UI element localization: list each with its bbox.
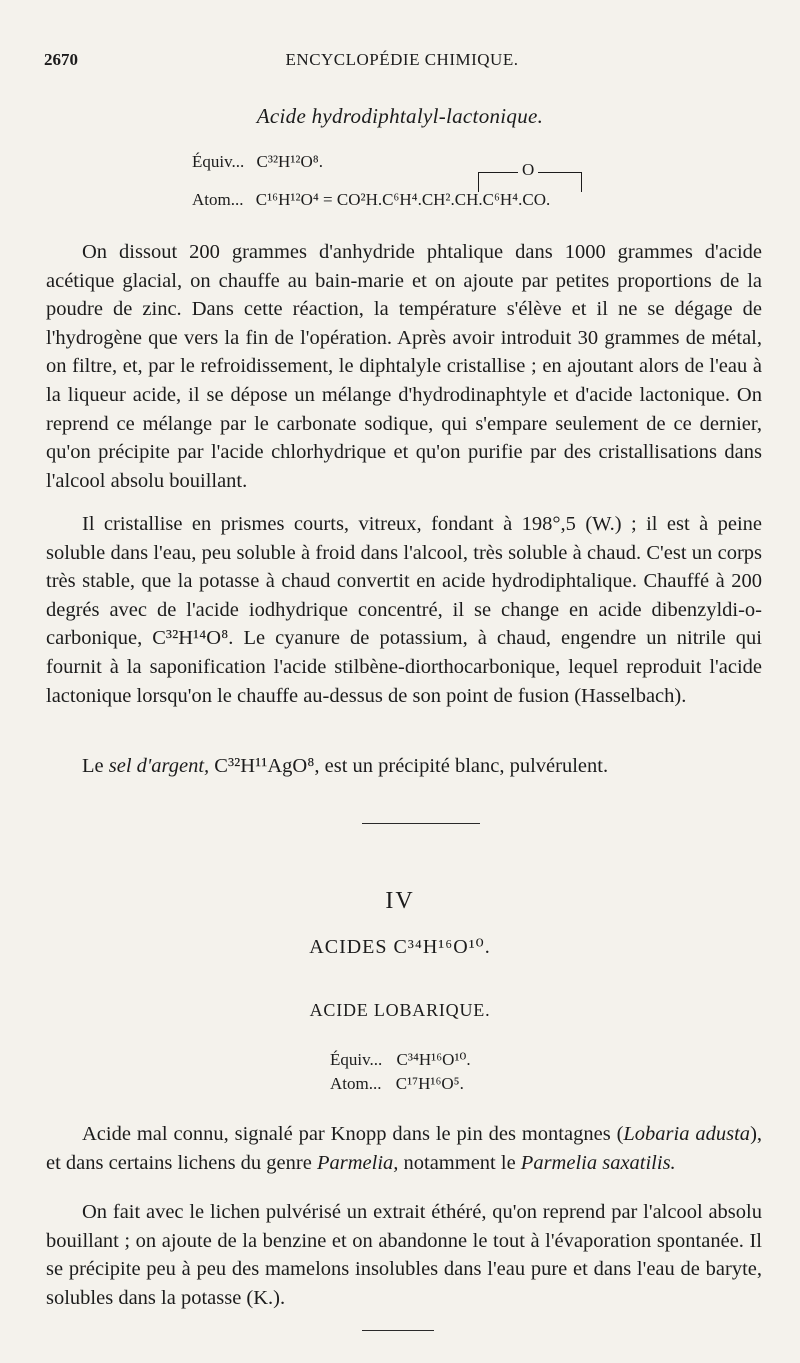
running-title: ENCYCLOPÉDIE CHIMIQUE. [285, 50, 519, 69]
p3-prefix: Le [82, 755, 104, 777]
p4-text-c: notamment le [398, 1151, 521, 1174]
page-header [44, 50, 760, 74]
lobaric-atom-formula: C¹⁷H¹⁶O⁵. [395, 1074, 464, 1093]
p4-text-a: Acide mal connu, signalé par Knopp dans le pin des montagnes ( [82, 1123, 624, 1145]
compound-title: Acide hydrodiphtalyl-lactonique. [256, 104, 544, 128]
bottom-rule [362, 1330, 434, 1331]
paragraph-lobaric-preparation: On fait avec le lichen pulvérisé un extrait éthéré, qu'on reprend par l'alcool absolu bouillant ; on ajoute de la benzine et on abandonne le tout à l'évaporation spontanée. Il se précipite peu à peu des mamelons insolubles dans l'eau pure et dans l'eau de baryte, solubles dans la potasse (K.). [46, 1201, 762, 1309]
bracket-right-tick [581, 172, 582, 192]
bracket-oxygen: O [518, 160, 538, 180]
group-title: ACIDES C³⁴H¹⁶O¹⁰. [309, 936, 491, 958]
equiv-formula: C³²H¹²O⁸. [256, 152, 323, 171]
compound2-title: ACIDE LOBARIQUE. [309, 1000, 491, 1020]
bracket-left-tick [478, 172, 479, 192]
paragraph-preparation: On dissout 200 grammes d'anhydride phtalique dans 1000 grammes d'acide acétique glacial, on chauffe au bain-marie et on ajoute par petites proportions de la poudre de zinc. Dans cette réaction, la température s'élève et il ne se dégage de l'hydrogène que vers la fin de l'opération. Après avoir introduit 30 grammes de métal, on filtre, et, par le refroidissement, le diphtalyle cristallise ; en ajoutant alors de l'eau à la liqueur acide, il se dépose un mélange d'hydrodinaphtyle et d'acide lactonique. On reprend ce mélange par le carbonate sodique, qui s'empare seulement de ce dernier, qu'on précipite par l'acide chlorhydrique et qu'on purifie par des cristallisations dans l'alcool absolu bouillant. [46, 241, 762, 492]
equiv-label: Équiv... [192, 152, 245, 171]
p4-italic-parmelia: Parmelia, [316, 1151, 399, 1174]
p3-rest: C³²H¹¹AgO⁸, est un précipité blanc, pulvérulent. [214, 755, 609, 777]
separator-rule [362, 823, 480, 824]
atom-label: Atom... [192, 190, 244, 209]
p3-italic: sel d'argent, [108, 755, 210, 777]
lobaric-atom-label: Atom... [330, 1074, 382, 1093]
paragraph-silver-salt [46, 752, 762, 781]
section-numeral: IV [385, 888, 415, 914]
paragraph-properties: Il cristallise en prismes courts, vitreux, fondant à 198°,5 (W.) ; il est à peine soluble dans l'eau, peu soluble à froid dans l'alcool, très soluble à chaud. C'est un corps très stable, que la potasse à chaud convertit en acide hydrodiphtalique. Chauffé à 200 degrés avec de l'acide iodhydrique concentré, il se change en acide dibenzyldi-o-carbonique, C³²H¹⁴O⁸. Le cyanure de potassium, à chaud, engendre un nitrile qui fournit à la saponification l'acide stilbène-diorthocarbonique, lequel reproduit l'acide lactonique lorsqu'on le chauffe au-dessus de son point de fusion (Hasselbach). [46, 513, 762, 707]
paragraph-lobaric-origin [46, 1120, 762, 1177]
p4-italic-lobaria: Lobaria adusta [623, 1123, 751, 1145]
page-number: 2670 [44, 50, 78, 69]
lobaric-atom-line [330, 1074, 464, 1094]
lobaric-equiv-label: Équiv... [330, 1050, 383, 1069]
p4-italic-saxatilis: Parmelia saxatilis. [520, 1151, 676, 1174]
atom-formula-line [192, 190, 550, 210]
lobaric-equiv-formula: C³⁴H¹⁶O¹⁰. [396, 1050, 471, 1069]
p4-text-b: ), et dans certains lichens du genre [46, 1123, 763, 1174]
lobaric-equiv-line [330, 1050, 471, 1070]
atom-formula: C¹⁶H¹²O⁴ = CO²H.C⁶H⁴.CH².CH.C⁶H⁴.CO. [255, 190, 551, 209]
equiv-formula-line [192, 152, 323, 172]
